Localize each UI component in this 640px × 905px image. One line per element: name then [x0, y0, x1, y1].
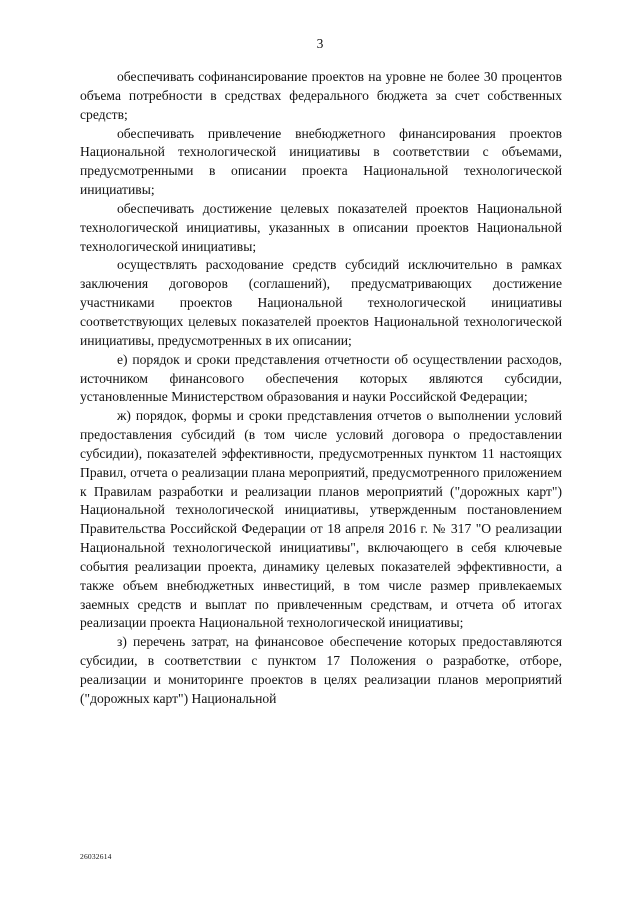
paragraph: обеспечивать привлечение внебюджетного финансирования проектов Национальной технологической инициативы в соответствии с объемами, предусмотренными в описании проекта Национальной технологической инициативы; [80, 125, 562, 198]
document-id: 26032614 [80, 852, 112, 861]
paragraph: обеспечивать софинансирование проектов на уровне не более 30 процентов объема потребности в средствах федерального бюджета за счет собственных средств; [80, 69, 562, 122]
paragraph: е) порядок и сроки представления отчетности об осуществлении расходов, источником финансового обеспечения которых являются субсидии, установленные Министерством образования и науки Российской Федерации; [80, 351, 562, 405]
paragraph: осуществлять расходование средств субсидий исключительно в рамках заключения договоров (соглашений), предусматривающих достижение участниками проектов Национальной технологической инициативы соответствующих целевых показателей проектов Национальной технологической инициативы, предусмотренных в их описании; [80, 257, 562, 348]
paragraph: з) перечень затрат, на финансовое обеспечение которых предоставляются субсидии, в соответствии с пунктом 17 Положения о разработке, отборе, реализации и мониторинге проектов в целях реализации планов мероприятий ("дорожных карт") Национальной [80, 634, 562, 706]
page-number: 3 [316, 36, 324, 51]
paragraph: ж) порядок, формы и сроки представления отчетов о выполнении условий предоставления субсидий (в том числе условий договора о предоставлении субсидии), показателей эффективности, предусмотренных пунктом 11 настоящих Правил, отчета о реализации плана мероприятий, предусмотренного приложением к Правилам разработки и реализации планов мероприятий ("дорожных карт") Национальной технологической инициативы, утвержденным постановлением Правительства Российской Федерации от 18 апреля 2016 г. № 317 "О реализации Национальной технологической инициативы", включающего в себя ключевые события реализации проекта, динамику целевых показателей эффективности, а также объем внебюджетных инвестиций, в том числе размер привлекаемых заемных средств и выплат по привлеченным средствам, и отчета об итогах реализации проекта Национальной технологической инициативы; [80, 408, 562, 631]
document-body [80, 68, 562, 709]
paragraph: обеспечивать достижение целевых показателей проектов Национальной технологической инициативы, указанных в описании проектов Национальной технологической инициативы; [80, 200, 562, 254]
